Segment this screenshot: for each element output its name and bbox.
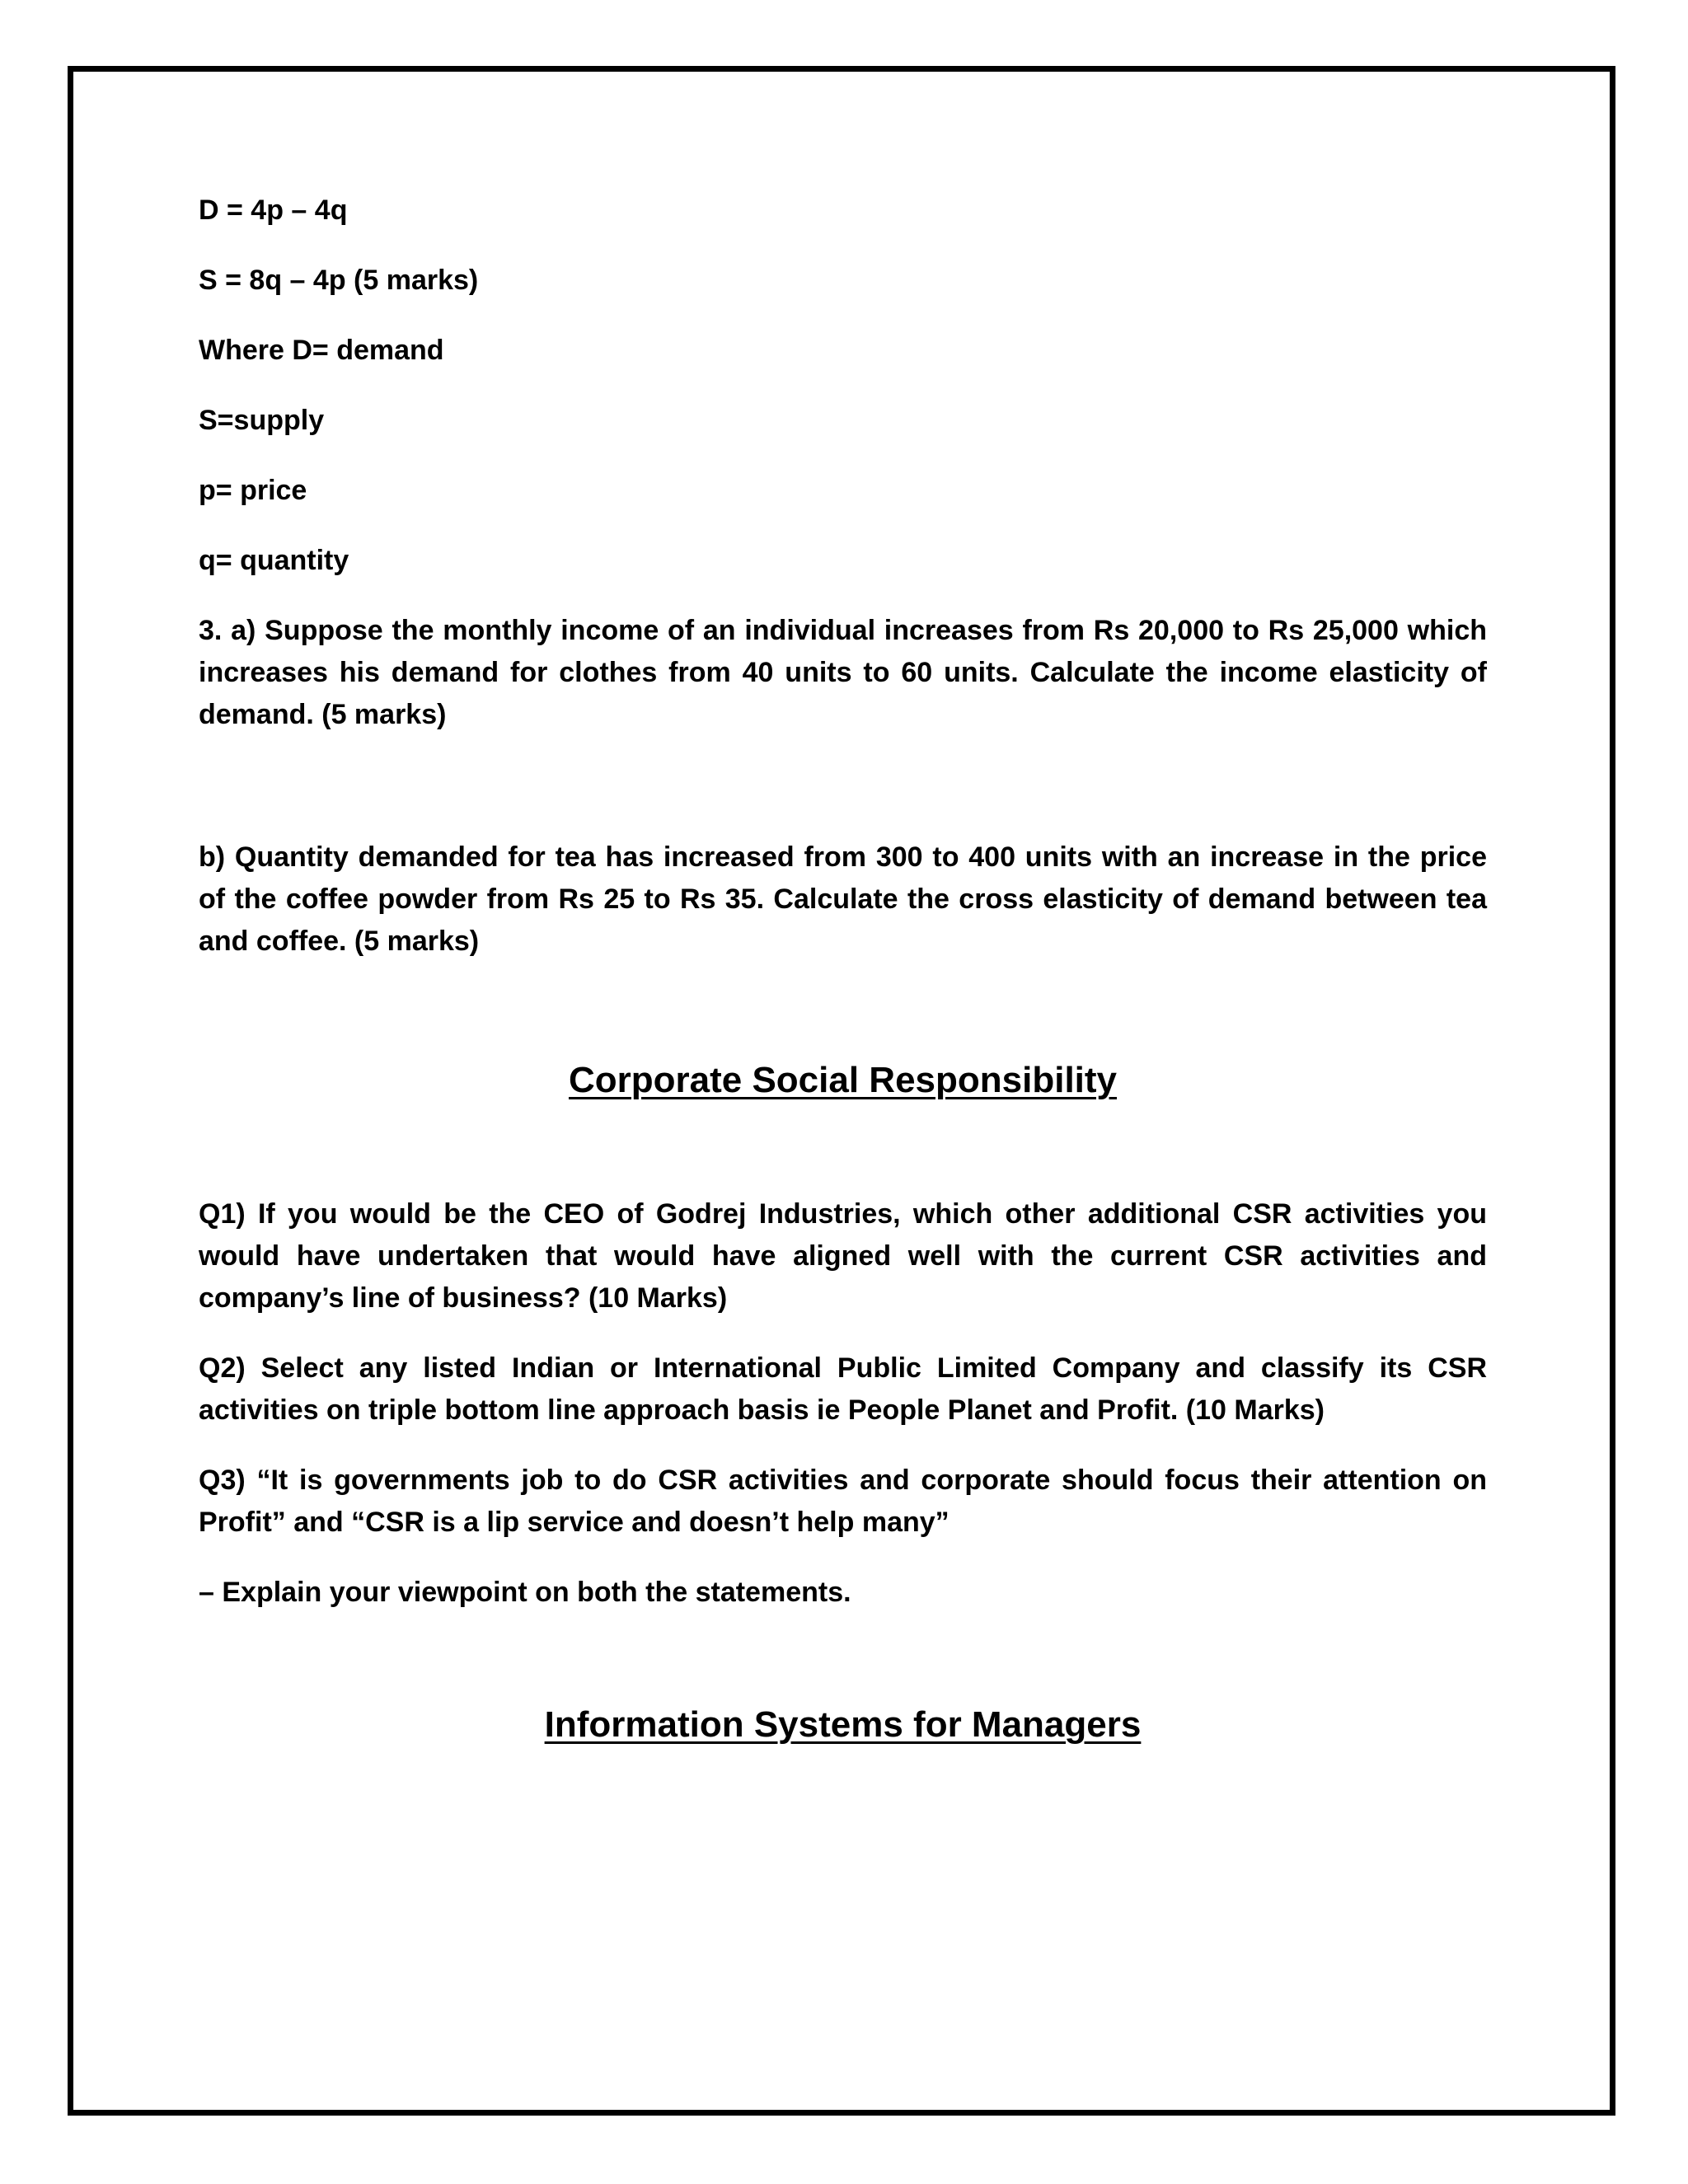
- definition-price: p= price: [199, 475, 307, 506]
- csr-heading: Corporate Social Responsibility: [568, 1060, 1118, 1100]
- question-3b: b) Quantity demanded for tea has increased from 300 to 400 units with an increase in the price of the coffee powder from Rs 25 to Rs 35. Calculate the cross elasticity of demand between tea and coffee. (5 marks): [199, 841, 1487, 957]
- definition-supply: S=supply: [199, 405, 325, 436]
- definition-demand: Where D= demand: [199, 335, 444, 366]
- csr-question-2: Q2) Select any listed Indian or International Public Limited Company and classify its CSR activities on triple bottom line approach basis ie People Planet and Profit. (10 Marks): [199, 1352, 1487, 1426]
- demand-equation: D = 4p – 4q: [199, 194, 348, 226]
- csr-question-3-followup: – Explain your viewpoint on both the statements.: [199, 1577, 851, 1608]
- supply-equation: S = 8q – 4p (5 marks): [199, 265, 479, 296]
- question-3a: 3. a) Suppose the monthly income of an individual increases from Rs 20,000 to Rs 25,000 which increases his demand for clothes from 40 units to 60 units. Calculate the income elasticity of demand. (5 marks): [199, 615, 1487, 730]
- csr-question-3: Q3) “It is governments job to do CSR activities and corporate should focus their attention on Profit” and “CSR is a lip service and doesn’t help many”: [199, 1465, 1487, 1538]
- ism-heading: Information Systems for Managers: [544, 1704, 1142, 1745]
- csr-question-1: Q1) If you would be the CEO of Godrej Industries, which other additional CSR activities you would have undertaken that would have aligned well with the current CSR activities and company’s line of business? (10 Marks): [199, 1198, 1487, 1314]
- definition-quantity: q= quantity: [199, 545, 349, 576]
- document-content: [199, 190, 1487, 1746]
